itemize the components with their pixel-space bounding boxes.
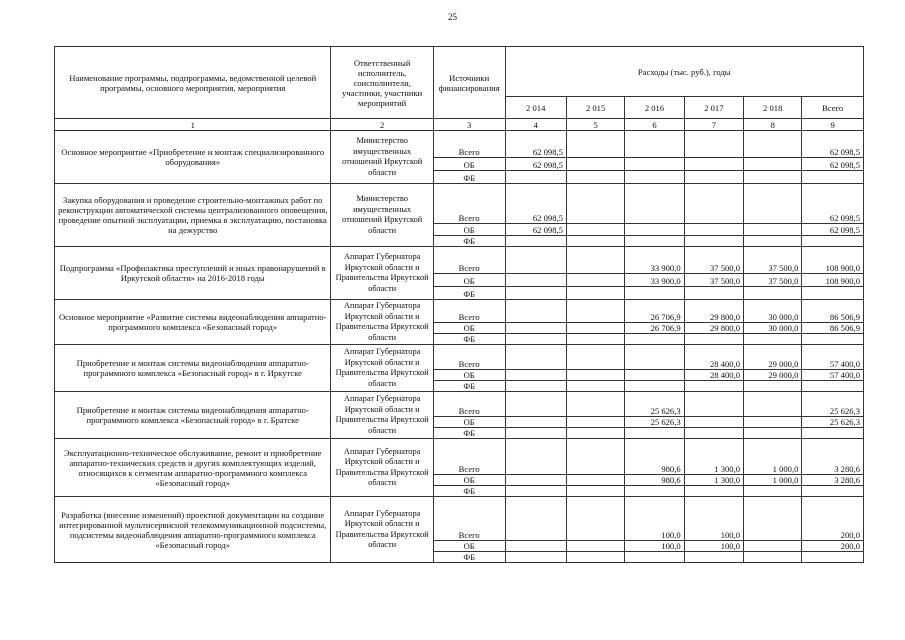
table-row	[55, 345, 864, 370]
year-value	[566, 158, 624, 171]
year-value	[744, 131, 802, 158]
total-value: 25 626,3	[802, 392, 864, 417]
total-value: 62 098,5	[802, 158, 864, 171]
header-year: 2 016	[625, 97, 684, 119]
year-value	[505, 381, 566, 392]
year-value	[744, 541, 802, 552]
year-value: 28 400,0	[684, 370, 743, 381]
header-executor: Ответственный исполнитель, соисполнители, участники, участники мероприятий	[331, 47, 433, 119]
year-value	[566, 131, 624, 158]
table-row	[55, 300, 864, 323]
year-value	[505, 323, 566, 334]
year-value	[625, 184, 684, 224]
year-value	[505, 287, 566, 300]
funding-source: ФБ	[433, 486, 505, 497]
year-value	[505, 300, 566, 323]
header-costs: Расходы (тыс. руб.), годы	[505, 47, 863, 97]
executor-name: Министерство имущественных отношений Иркутской области	[331, 131, 433, 184]
year-value	[566, 247, 624, 274]
year-value	[566, 334, 624, 345]
year-value	[684, 334, 743, 345]
year-value	[684, 486, 743, 497]
measure-name: Основное мероприятие «Приобретение и монтаж специализированного оборудования»	[55, 131, 331, 184]
funding-source: Всего	[433, 392, 505, 417]
year-value	[566, 417, 624, 428]
year-value	[625, 552, 684, 563]
total-value: 108 900,0	[802, 247, 864, 274]
table-row	[55, 392, 864, 417]
header-year: 2 017	[684, 97, 743, 119]
year-value: 28 400,0	[684, 345, 743, 370]
total-value: 62 098,5	[802, 131, 864, 158]
executor-name: Министерство имущественных отношений Иркутской области	[331, 184, 433, 247]
header-year: 2 015	[566, 97, 624, 119]
year-value	[684, 236, 743, 247]
measure-name: Разработка (внесение изменений) проектной документации на создание интегрированной мультисервисной телекоммуникационной подсистемы, подсистемы видеонаблюдения аппаратно-программного комплекса «Безопасный город»	[55, 497, 331, 563]
total-value	[802, 236, 864, 247]
funding-source: ОБ	[433, 323, 505, 334]
year-value	[566, 300, 624, 323]
table-row	[55, 184, 864, 224]
total-value: 57 400,0	[802, 370, 864, 381]
funding-source: ОБ	[433, 370, 505, 381]
year-value	[566, 274, 624, 287]
year-value	[505, 334, 566, 345]
year-value	[744, 486, 802, 497]
year-value: 37 500,0	[744, 247, 802, 274]
year-value: 30 000,0	[744, 323, 802, 334]
total-value: 62 098,5	[802, 184, 864, 224]
year-value	[566, 287, 624, 300]
year-value	[684, 428, 743, 439]
year-value: 29 000,0	[744, 370, 802, 381]
year-value	[566, 552, 624, 563]
funding-source: ФБ	[433, 334, 505, 345]
year-value	[566, 236, 624, 247]
total-value: 3 280,6	[802, 439, 864, 475]
year-value: 100,0	[684, 541, 743, 552]
year-value	[744, 417, 802, 428]
funding-source: Всего	[433, 247, 505, 274]
funding-source: ОБ	[433, 224, 505, 236]
year-value: 37 500,0	[744, 274, 802, 287]
measure-name: Приобретение и монтаж системы видеонаблюдения аппаратно-программного комплекса «Безопасный город» в г. Братске	[55, 392, 331, 439]
total-value	[802, 171, 864, 184]
column-number: 9	[802, 119, 864, 131]
year-value	[505, 345, 566, 370]
year-value	[684, 552, 743, 563]
year-value: 1 300,0	[684, 439, 743, 475]
year-value: 1 000,0	[744, 439, 802, 475]
year-value	[505, 370, 566, 381]
year-value: 62 098,5	[505, 131, 566, 158]
year-value: 29 800,0	[684, 300, 743, 323]
column-number: 8	[744, 119, 802, 131]
year-value	[744, 236, 802, 247]
measure-name: Подпрограмма «Профилактика преступлений и иных правонарушений в Иркутской области» на 2016-2018 годы	[55, 247, 331, 300]
year-value: 30 000,0	[744, 300, 802, 323]
header-year: 2 018	[744, 97, 802, 119]
year-value	[505, 392, 566, 417]
header-year: 2 014	[505, 97, 566, 119]
measure-name: Основное мероприятие «Развитие системы видеонаблюдения аппаратно-программного комплекса «Безопасный город»	[55, 300, 331, 345]
year-value: 980,6	[625, 475, 684, 486]
total-value: 86 506,9	[802, 300, 864, 323]
funding-source: ФБ	[433, 236, 505, 247]
year-value	[744, 428, 802, 439]
year-value	[625, 287, 684, 300]
funding-source: Всего	[433, 345, 505, 370]
year-value	[684, 417, 743, 428]
table-body	[55, 131, 864, 563]
expenses-table	[54, 46, 864, 563]
header-source: Источники финансирования	[433, 47, 505, 119]
table-row	[55, 497, 864, 541]
year-value	[566, 323, 624, 334]
year-value	[505, 552, 566, 563]
year-value	[505, 486, 566, 497]
header-name: Наименование программы, подпрограммы, ведомственной целевой программы, основного мероприятия, мероприятия	[55, 47, 331, 119]
funding-source: ФБ	[433, 287, 505, 300]
total-value: 200,0	[802, 497, 864, 541]
year-value	[684, 287, 743, 300]
year-value: 33 900,0	[625, 247, 684, 274]
year-value	[744, 381, 802, 392]
year-value	[505, 541, 566, 552]
total-value	[802, 287, 864, 300]
year-value	[744, 171, 802, 184]
year-value	[505, 475, 566, 486]
total-value	[802, 486, 864, 497]
year-value: 25 626,3	[625, 392, 684, 417]
total-value: 108 900,0	[802, 274, 864, 287]
year-value	[625, 224, 684, 236]
executor-name: Аппарат Губернатора Иркутской области и Правительства Иркутской области	[331, 300, 433, 345]
year-value	[744, 158, 802, 171]
year-value	[566, 475, 624, 486]
funding-source: Всего	[433, 184, 505, 224]
year-value	[625, 131, 684, 158]
page-number: 25	[448, 12, 457, 22]
table-row	[55, 247, 864, 274]
funding-source: ФБ	[433, 552, 505, 563]
year-value: 100,0	[684, 497, 743, 541]
funding-source: Всего	[433, 131, 505, 158]
year-value	[566, 224, 624, 236]
year-value	[684, 131, 743, 158]
year-value: 1 300,0	[684, 475, 743, 486]
year-value	[505, 247, 566, 274]
year-value	[505, 236, 566, 247]
year-value	[505, 274, 566, 287]
column-number: 3	[433, 119, 505, 131]
year-value	[566, 345, 624, 370]
year-value: 980,6	[625, 439, 684, 475]
header-total: Всего	[802, 97, 864, 119]
year-value	[566, 392, 624, 417]
year-value	[744, 334, 802, 345]
executor-name: Аппарат Губернатора Иркутской области и Правительства Иркутской области	[331, 497, 433, 563]
funding-source: ФБ	[433, 428, 505, 439]
measure-name: Закупка оборудования и проведение строительно-монтажных работ по реконструкции автоматической системы централизованного оповещения, проведение опытной эксплуатации, приемка в эксплуатацию, постановка на дежурство	[55, 184, 331, 247]
year-value	[566, 497, 624, 541]
year-value: 25 626,3	[625, 417, 684, 428]
year-value: 100,0	[625, 497, 684, 541]
year-value: 62 098,5	[505, 224, 566, 236]
year-value	[566, 171, 624, 184]
year-value: 62 098,5	[505, 184, 566, 224]
measure-name: Эксплуатационно-техническое обслуживание, ремонт и приобретение аппаратно-технических средств и других комплектующих изделий, относящихся к сегментам аппаратно-программного комплекса «Безопасный город»	[55, 439, 331, 497]
year-value	[566, 370, 624, 381]
total-value: 62 098,5	[802, 224, 864, 236]
total-value	[802, 428, 864, 439]
total-value: 3 280,6	[802, 475, 864, 486]
year-value	[566, 486, 624, 497]
year-value	[625, 158, 684, 171]
year-value: 62 098,5	[505, 158, 566, 171]
funding-source: ОБ	[433, 158, 505, 171]
year-value: 26 706,9	[625, 300, 684, 323]
year-value	[505, 497, 566, 541]
funding-source: ОБ	[433, 475, 505, 486]
year-value	[744, 392, 802, 417]
year-value	[684, 392, 743, 417]
year-value	[625, 381, 684, 392]
year-value: 37 500,0	[684, 274, 743, 287]
year-value	[625, 345, 684, 370]
year-value	[505, 428, 566, 439]
year-value	[505, 439, 566, 475]
total-value: 57 400,0	[802, 345, 864, 370]
year-value	[566, 428, 624, 439]
year-value	[505, 417, 566, 428]
year-value	[625, 370, 684, 381]
year-value: 29 000,0	[744, 345, 802, 370]
total-value	[802, 381, 864, 392]
year-value	[744, 552, 802, 563]
total-value	[802, 552, 864, 563]
year-value: 29 800,0	[684, 323, 743, 334]
year-value: 26 706,9	[625, 323, 684, 334]
funding-source: ФБ	[433, 381, 505, 392]
executor-name: Аппарат Губернатора Иркутской области и Правительства Иркутской области	[331, 392, 433, 439]
column-number: 4	[505, 119, 566, 131]
year-value	[625, 334, 684, 345]
year-value	[684, 171, 743, 184]
year-value	[505, 171, 566, 184]
year-value	[566, 541, 624, 552]
executor-name: Аппарат Губернатора Иркутской области и Правительства Иркутской области	[331, 345, 433, 392]
year-value	[744, 287, 802, 300]
total-value: 25 626,3	[802, 417, 864, 428]
executor-name: Аппарат Губернатора Иркутской области и Правительства Иркутской области	[331, 439, 433, 497]
year-value: 33 900,0	[625, 274, 684, 287]
funding-source: Всего	[433, 439, 505, 475]
funding-source: Всего	[433, 300, 505, 323]
year-value: 37 500,0	[684, 247, 743, 274]
funding-source: ОБ	[433, 417, 505, 428]
funding-source: ОБ	[433, 274, 505, 287]
year-value	[625, 171, 684, 184]
year-value	[566, 381, 624, 392]
column-number: 6	[625, 119, 684, 131]
column-number: 5	[566, 119, 624, 131]
year-value	[744, 224, 802, 236]
year-value: 1 000,0	[744, 475, 802, 486]
funding-source: ОБ	[433, 541, 505, 552]
total-value: 200,0	[802, 541, 864, 552]
total-value	[802, 334, 864, 345]
table-row	[55, 439, 864, 475]
year-value	[744, 497, 802, 541]
column-number: 1	[55, 119, 331, 131]
year-value	[684, 158, 743, 171]
column-number: 2	[331, 119, 433, 131]
funding-source: ФБ	[433, 171, 505, 184]
year-value: 100,0	[625, 541, 684, 552]
year-value	[744, 184, 802, 224]
year-value	[684, 184, 743, 224]
funding-source: Всего	[433, 497, 505, 541]
year-value	[566, 439, 624, 475]
table-row	[55, 131, 864, 158]
year-value	[684, 224, 743, 236]
measure-name: Приобретение и монтаж системы видеонаблюдения аппаратно-программного комплекса «Безопасный город» в г. Иркутске	[55, 345, 331, 392]
total-value: 86 506,9	[802, 323, 864, 334]
column-number: 7	[684, 119, 743, 131]
year-value	[625, 236, 684, 247]
year-value	[684, 381, 743, 392]
year-value	[566, 184, 624, 224]
year-value	[625, 486, 684, 497]
executor-name: Аппарат Губернатора Иркутской области и Правительства Иркутской области	[331, 247, 433, 300]
year-value	[625, 428, 684, 439]
